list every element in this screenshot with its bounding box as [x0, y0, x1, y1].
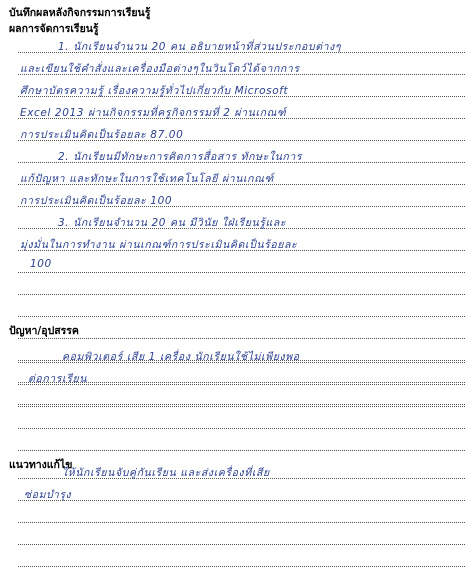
solutions-heading: แนวทางแก้ไข — [9, 459, 73, 471]
ruled-line — [18, 544, 465, 545]
results-line: 3. นักเรียนจำนวน 20 คน มีวินัย ใฝ่เรียนรู้และ — [58, 217, 287, 229]
ruled-line — [18, 566, 465, 567]
results-line: แก้ปัญหา และทักษะในการใช้เทคโนโลยี ผ่านเกณฑ์ — [20, 173, 274, 185]
solutions-line: ให้นักเรียนจับคู่กันเรียน และส่งเครื่องที่เสีย — [62, 467, 270, 479]
results-line: มุ่งมั่นในการทำงาน ผ่านเกณฑ์การประเมินคิดเป็นร้อยละ — [20, 239, 298, 251]
results-line: 2. นักเรียนมีทักษะการคิดการสื่อสาร ทักษะในการ — [58, 151, 303, 163]
solutions-line: ซ่อมบำรุง — [24, 489, 72, 501]
ruled-line — [18, 406, 465, 407]
ruled-line — [18, 294, 465, 295]
results-line: และเขียนใช้คำสั่งและเครื่องมือต่างๆในวินโดว์ได้จากการ — [20, 63, 300, 75]
ruled-line — [18, 404, 465, 405]
results-line: 100 — [30, 258, 52, 270]
ruled-line — [18, 522, 465, 523]
ruled-line — [18, 500, 465, 501]
results-line: 1. นักเรียนจำนวน 20 คน อธิบายหน้าที่ส่วนประกอบต่างๆ — [58, 41, 342, 53]
problems-line: ต่อการเรียน — [28, 373, 87, 385]
problems-line: คอมพิวเตอร์ เสีย 1 เครื่อง นักเรียนใช้ไม่เพียงพอ — [62, 351, 300, 363]
ruled-line — [18, 272, 465, 273]
ruled-line — [18, 338, 465, 339]
results-heading: ผลการจัดการเรียนรู้ — [9, 23, 99, 35]
ruled-line — [18, 316, 465, 317]
ruled-line — [18, 450, 465, 451]
ruled-line — [18, 428, 465, 429]
results-line: Excel 2013 ผ่านกิจกรรมที่ครูกิจกรรมที่ 2 ผ่านเกณฑ์ — [20, 107, 287, 119]
results-line: การประเมินคิดเป็นร้อยละ 87.00 — [20, 129, 184, 141]
results-line: การประเมินคิดเป็นร้อยละ 100 — [20, 195, 173, 207]
results-line: ศึกษาบัตรความรู้ เรื่องความรู้ทั่วไปเกี่ยวกับ Microsoft — [20, 85, 289, 97]
problems-heading: ปัญหา/อุปสรรค — [9, 325, 79, 337]
document-title: บันทึกผลหลังกิจกรรมการเรียนรู้ — [9, 7, 151, 19]
